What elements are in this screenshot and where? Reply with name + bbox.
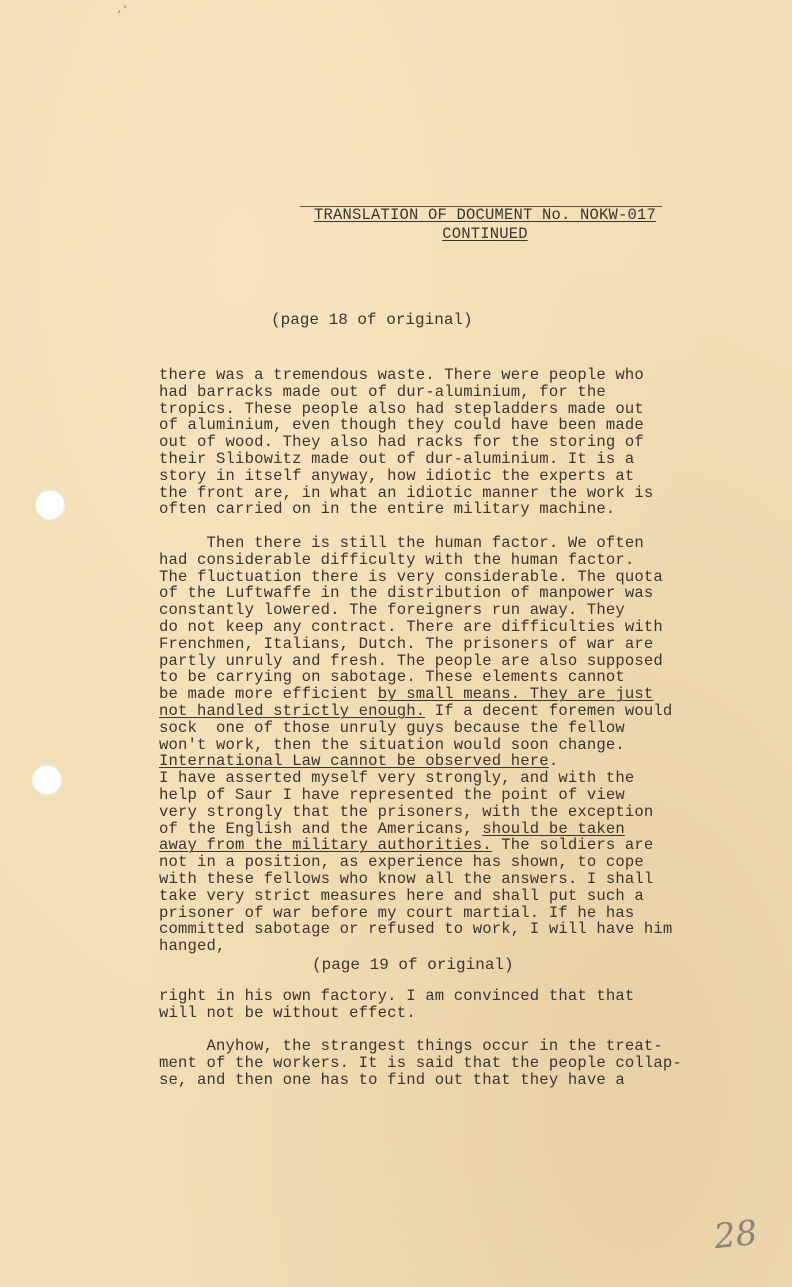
underlined-phrase: not handled strictly enough. <box>159 701 426 720</box>
text-line: prisoner of war before my court martial. If he has <box>159 903 635 922</box>
text-line: with these fellows who know all the answers. I shall <box>159 869 654 888</box>
text-line <box>159 703 739 720</box>
text-line: Anyhow, the strangest things occur in the treat- <box>159 1037 663 1055</box>
text-line: take very strict measures here and shall put such a <box>159 886 644 905</box>
text-line: very strongly that the prisoners, with the exception <box>159 802 654 821</box>
handwritten-page-number: 28 <box>712 1212 760 1258</box>
text-line: to be carrying on sabotage. These elements cannot <box>159 668 625 687</box>
document-header <box>296 206 674 244</box>
text-line: out of wood. They also had racks for the storing of <box>159 433 644 452</box>
text-line: their Slibowitz made out of dur-aluminium. It is a <box>159 449 635 468</box>
paragraph-2 <box>159 535 739 955</box>
text-segment: be made more efficient <box>159 685 378 704</box>
text-line: partly unruly and fresh. The people are also supposed <box>159 651 663 670</box>
paragraph-3 <box>159 988 739 1022</box>
text-line: of the Luftwaffe in the distribution of manpower was <box>159 584 654 603</box>
text-line: will not be without effect. <box>159 1003 416 1022</box>
text-line: hanged, <box>159 937 226 956</box>
text-line: the front are, in what an idiotic manner the work is <box>159 483 654 502</box>
page-reference-19: (page 19 of original) <box>312 956 514 974</box>
text-line: I have asserted myself very strongly, and with the <box>159 769 635 788</box>
underlined-phrase: away from the military authorities. <box>159 836 492 855</box>
text-line <box>159 686 739 703</box>
pencil-mark-icon: ,' <box>117 5 128 15</box>
text-line: se, and then one has to find out that they have a <box>159 1070 625 1089</box>
text-segment: . <box>548 752 559 771</box>
text-line: The fluctuation there is very considerable. The quota <box>159 567 663 586</box>
text-line <box>159 753 739 770</box>
text-line: story in itself anyway, how idiotic the experts at <box>159 466 635 485</box>
punch-hole-top <box>35 490 65 520</box>
page-reference-18: (page 18 of original) <box>271 311 473 329</box>
text-line: often carried on in the entire military machine. <box>159 500 616 519</box>
underlined-phrase: by small means. They are just <box>377 685 654 704</box>
text-line <box>159 821 739 838</box>
header-subtitle: CONTINUED <box>442 225 528 243</box>
header-title: TRANSLATION OF DOCUMENT No. NOKW-017 <box>313 206 657 224</box>
text-line: help of Saur I have represented the point of view <box>159 785 625 804</box>
text-line: Then there is still the human factor. We often <box>159 534 644 552</box>
text-line: not in a position, as experience has shown, to cope <box>159 853 644 872</box>
paragraph-1 <box>159 367 739 518</box>
paragraph-4 <box>159 1038 739 1088</box>
underlined-phrase: International Law cannot be observed here <box>159 752 549 771</box>
text-line <box>159 837 739 854</box>
text-line: right in his own factory. I am convinced that that <box>159 987 635 1005</box>
text-line: Frenchmen, Italians, Dutch. The prisoners of war are <box>159 634 654 653</box>
text-segment: The soldiers are <box>491 836 654 855</box>
text-segment: of the English and the Americans, <box>159 819 483 838</box>
text-line: had considerable difficulty with the human factor. <box>159 550 635 569</box>
text-segment: If a decent foremen would <box>425 701 673 720</box>
text-line: constantly lowered. The foreigners run away. They <box>159 601 625 620</box>
text-line: sock one of those unruly guys because the fellow <box>159 718 625 737</box>
text-line: ment of the workers. It is said that the people collap- <box>159 1053 682 1072</box>
text-line: had barracks made out of dur-aluminium, for the <box>159 382 606 401</box>
underlined-phrase: should be taken <box>482 819 625 838</box>
text-line: tropics. These people also had stepladders made out <box>159 399 644 418</box>
text-line: there was a tremendous waste. There were people who <box>159 366 644 384</box>
text-line: of aluminium, even though they could have been made <box>159 416 644 435</box>
punch-hole-bottom <box>32 765 62 795</box>
text-line: committed sabotage or refused to work, I will have him <box>159 920 673 939</box>
text-line: do not keep any contract. There are difficulties with <box>159 617 663 636</box>
text-line: won't work, then the situation would soon change. <box>159 735 625 754</box>
